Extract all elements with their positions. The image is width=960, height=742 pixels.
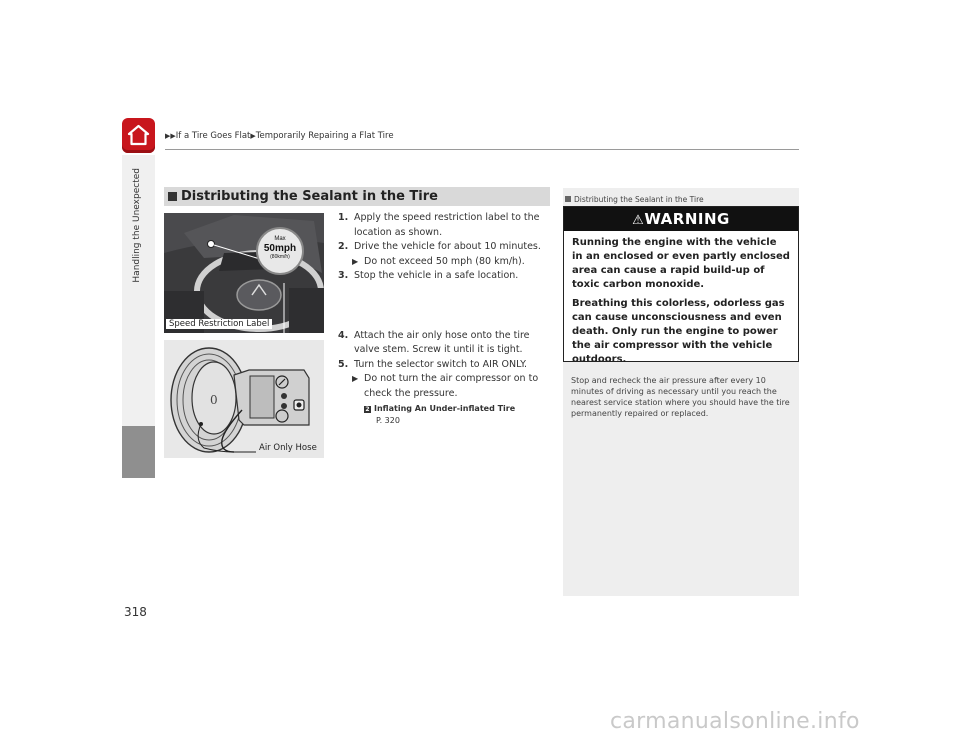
- step-1: 1. Apply the speed restriction label to the location as shown.: [338, 212, 540, 238]
- warning-paragraph-2: Breathing this colorless, odorless gas can cause unconsciousness and even death. Only run the engine to power the air compressor with the vehicle outdoors.: [572, 298, 785, 365]
- compressor-illustration: [164, 340, 324, 458]
- triangle-arrow-icon: ▶: [352, 256, 359, 266]
- header-divider: [165, 149, 799, 150]
- sidebar-title: Distributing the Sealant in the Tire: [565, 195, 704, 204]
- section-heading: Distributing the Sealant in the Tire: [164, 187, 550, 206]
- sidebar-note: Stop and recheck the air pressure after every 10 minutes of driving as necessary until you reach the nearest service station where you should have the tire permanently repaired or replaced.: [571, 376, 790, 418]
- reference-icon: 2: [365, 406, 370, 413]
- page-number: 318: [124, 605, 147, 619]
- cross-reference-page[interactable]: P. 320: [376, 416, 400, 425]
- dashboard-illustration: [164, 213, 324, 333]
- speed-sticker: Max 50mph (80km/h): [256, 227, 304, 275]
- triangle-arrow-icon: ▶: [352, 374, 359, 383]
- step-3: 3. Stop the vehicle in a safe location.: [338, 270, 519, 281]
- heading-square-icon: [168, 192, 177, 201]
- chapter-tab-marker: [122, 426, 155, 478]
- breadcrumb-arrow-icon: ▶: [250, 132, 256, 140]
- warning-header: ⚠WARNING: [564, 207, 798, 231]
- home-icon: [127, 124, 150, 146]
- air-only-hose-callout: Air Only Hose: [256, 443, 320, 453]
- warning-box: [563, 206, 799, 365]
- step-5: 5. Turn the selector switch to AIR ONLY.: [338, 358, 528, 370]
- speed-restriction-label-callout: Speed Restriction Label: [166, 319, 272, 329]
- home-button[interactable]: [122, 118, 155, 153]
- step-4: 4. Attach the air only hose onto the tire valve stem. Screw it until it is tight.: [338, 329, 530, 355]
- note-icon: [565, 196, 571, 202]
- step-2: 2. Drive the vehicle for about 10 minutes.: [338, 241, 541, 252]
- breadcrumb-arrow-icon: ▶▶: [165, 132, 176, 140]
- breadcrumb-current: Temporarily Repairing a Flat Tire: [255, 131, 394, 141]
- watermark: carmanualsonline.info: [610, 709, 860, 734]
- step-2-note: ▶ Do not exceed 50 mph (80 km/h).: [338, 255, 553, 270]
- cross-reference-link[interactable]: 2 Inflating An Under-inflated Tire: [365, 404, 516, 413]
- breadcrumb-link-flat-tire[interactable]: If a Tire Goes Flat: [175, 131, 251, 141]
- chapter-label: Handling the Unexpected: [132, 168, 142, 283]
- warning-triangle-icon: ⚠: [632, 213, 645, 228]
- breadcrumb: [165, 131, 394, 141]
- step-5-note: ▶ Do not turn the air compressor on to check the pressure.: [352, 373, 539, 399]
- instruction-steps: [338, 211, 553, 427]
- svg-text:0: 0: [210, 393, 218, 407]
- warning-paragraph-1: Running the engine with the vehicle in an enclosed or even partly enclosed area can cause a rapid build-up of toxic carbon monoxide.: [572, 237, 790, 290]
